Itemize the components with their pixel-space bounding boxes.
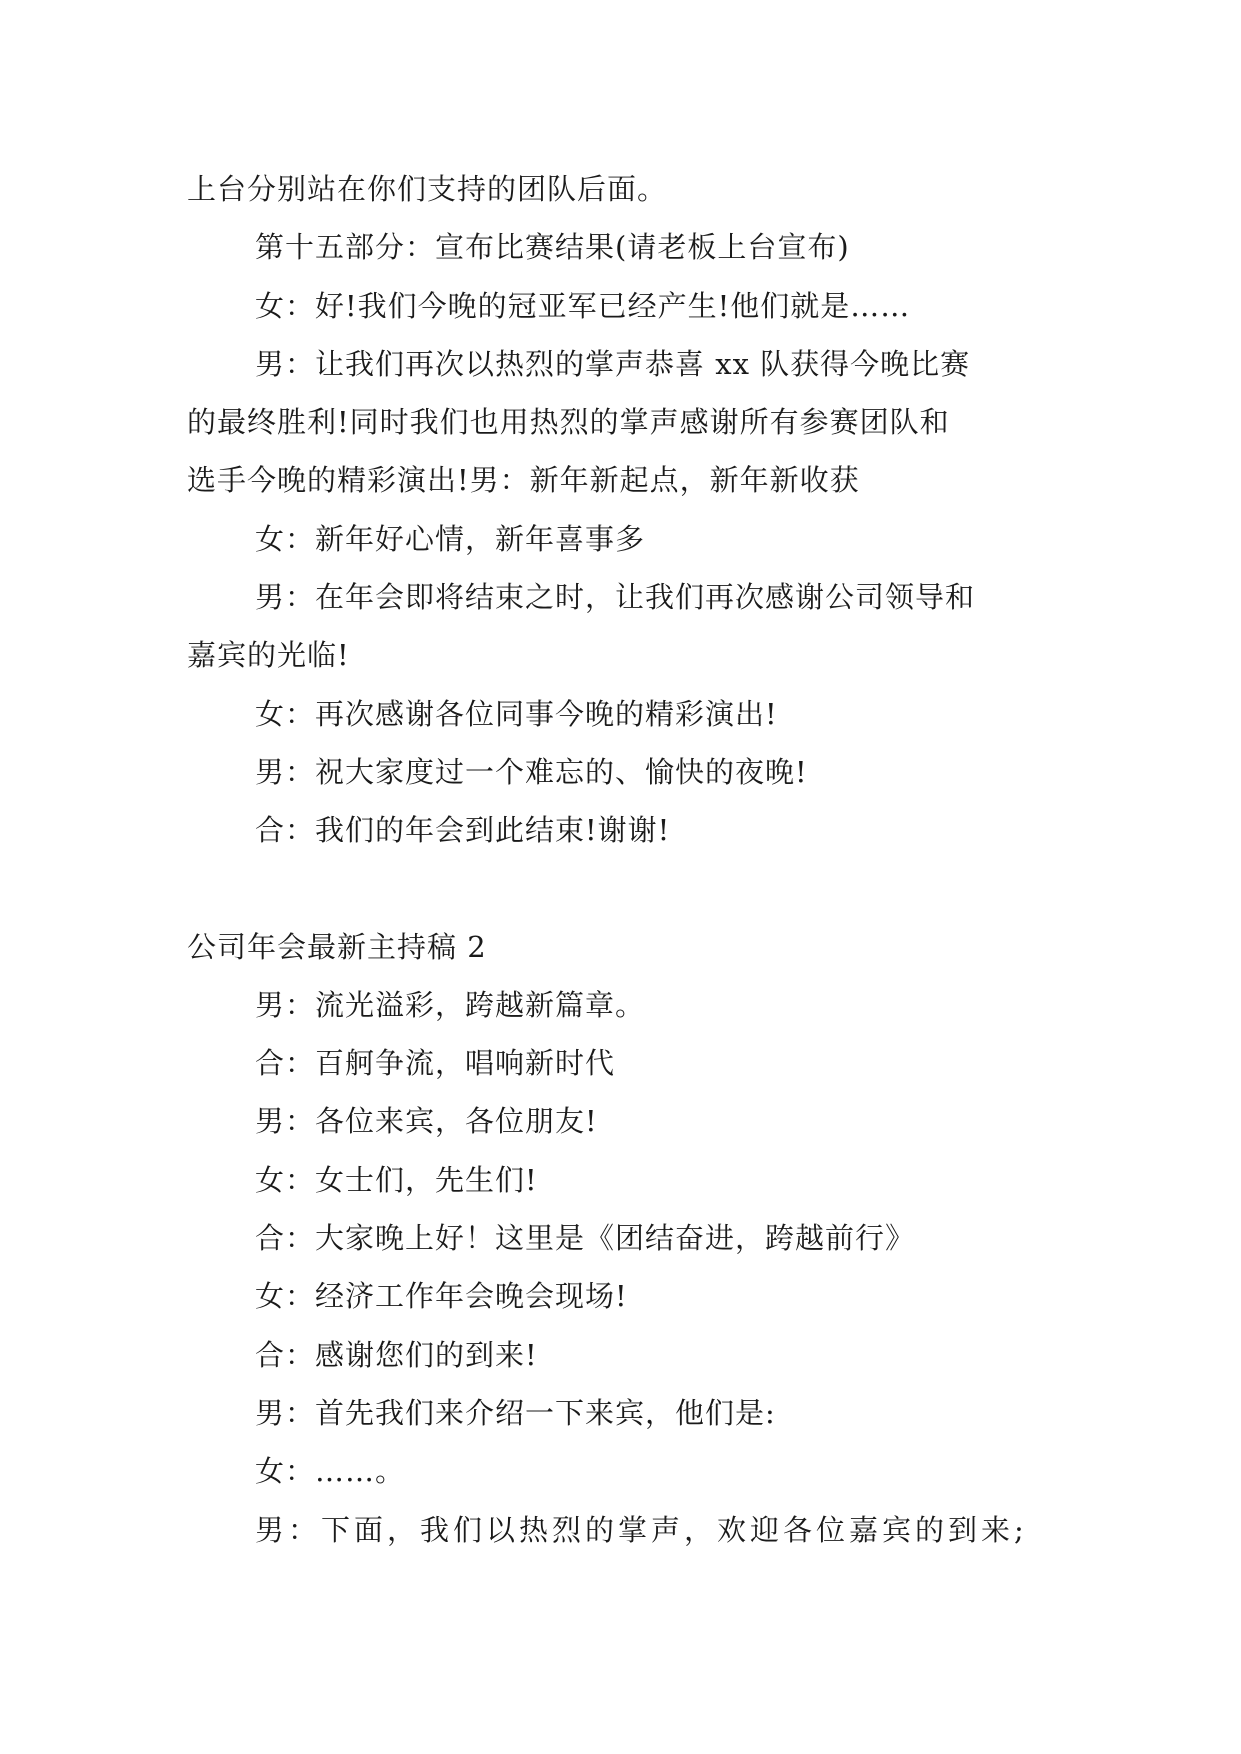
dialogue-line: 合：大家晚上好！这里是《团结奋进，跨越前行》 xyxy=(255,1221,916,1256)
text-line: 上台分别站在你们支持的团队后面。 xyxy=(187,172,668,206)
dialogue-line: 合：我们的年会到此结束!谢谢! xyxy=(255,813,671,848)
dialogue-line: 合：百舸争流，唱响新时代 xyxy=(255,1046,616,1081)
document-body xyxy=(187,160,1067,1559)
dialogue-line: 合：感谢您们的到来! xyxy=(255,1337,538,1372)
dialogue-line: 男：流光溢彩，跨越新篇章。 xyxy=(255,987,646,1022)
dialogue-continuation: 嘉宾的光临! xyxy=(187,638,350,673)
dialogue-line: 女：女士们，先生们! xyxy=(255,1162,538,1197)
dialogue-line: 女：新年好心情，新年喜事多 xyxy=(255,521,646,556)
dialogue-line: 男：各位来宾，各位朋友! xyxy=(255,1104,598,1139)
dialogue-line: 女：经济工作年会晚会现场! xyxy=(255,1279,628,1314)
dialogue-line: 男：祝大家度过一个难忘的、愉快的夜晚! xyxy=(255,754,808,789)
section-title: 公司年会最新主持稿 2 xyxy=(187,929,487,964)
dialogue-line: 男：下面，我们以热烈的掌声，欢迎各位嘉宾的到来; xyxy=(255,1512,1028,1547)
dialogue-continuation: 选手今晚的精彩演出!男：新年新起点，新年新收获 xyxy=(187,463,860,498)
dialogue-continuation: 的最终胜利!同时我们也用热烈的掌声感谢所有参赛团队和 xyxy=(187,405,950,440)
dialogue-line: 女：再次感谢各位同事今晚的精彩演出! xyxy=(255,696,778,731)
dialogue-line: 男：首先我们来介绍一下来宾，他们是: xyxy=(255,1395,776,1430)
section-gap xyxy=(187,860,1067,918)
dialogue-line: 女：……。 xyxy=(255,1454,406,1489)
section-heading: 第十五部分：宣布比赛结果(请老板上台宣布) xyxy=(255,230,850,265)
dialogue-line: 女：好!我们今晚的冠亚军已经产生!他们就是…… xyxy=(255,288,911,323)
dialogue-line: 男：在年会即将结束之时，让我们再次感谢公司领导和 xyxy=(255,580,976,615)
dialogue-line: 男：让我们再次以热烈的掌声恭喜 xx 队获得今晚比赛 xyxy=(255,346,971,381)
